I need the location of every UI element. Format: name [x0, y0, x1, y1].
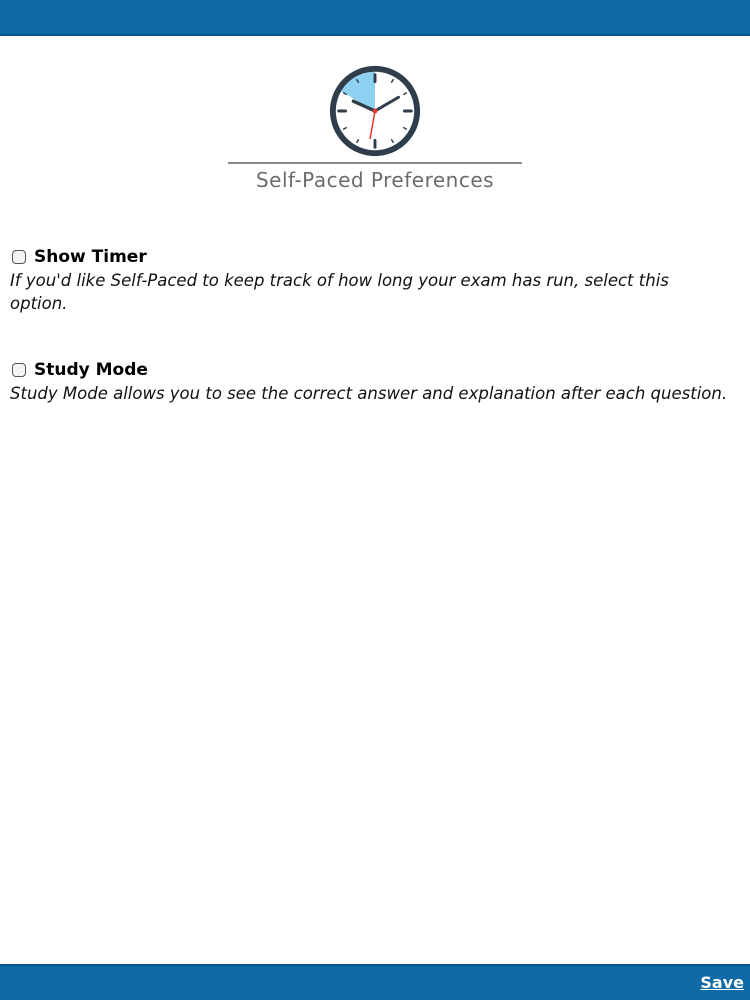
study-mode-label[interactable]: Study Mode — [34, 360, 148, 380]
top-bar — [0, 0, 750, 36]
option-study-mode — [10, 359, 730, 405]
show-timer-label[interactable]: Show Timer — [34, 247, 147, 267]
save-button[interactable]: Save — [700, 973, 744, 992]
page-title: Self-Paced Preferences — [255, 168, 495, 192]
option-show-timer — [10, 246, 730, 315]
study-mode-description: Study Mode allows you to see the correct answer and explanation after each question. — [10, 384, 728, 403]
show-timer-description: If you'd like Self-Paced to keep track of how long your exam has run, select this option. — [10, 271, 669, 313]
bottom-bar — [0, 964, 750, 1000]
show-timer-checkbox[interactable] — [12, 250, 26, 264]
option-title-row — [10, 246, 730, 268]
option-title-row — [10, 359, 730, 381]
logo-divider — [228, 162, 522, 164]
preferences-logo — [228, 58, 522, 198]
study-mode-checkbox[interactable] — [12, 363, 26, 377]
clock-icon — [326, 62, 424, 160]
